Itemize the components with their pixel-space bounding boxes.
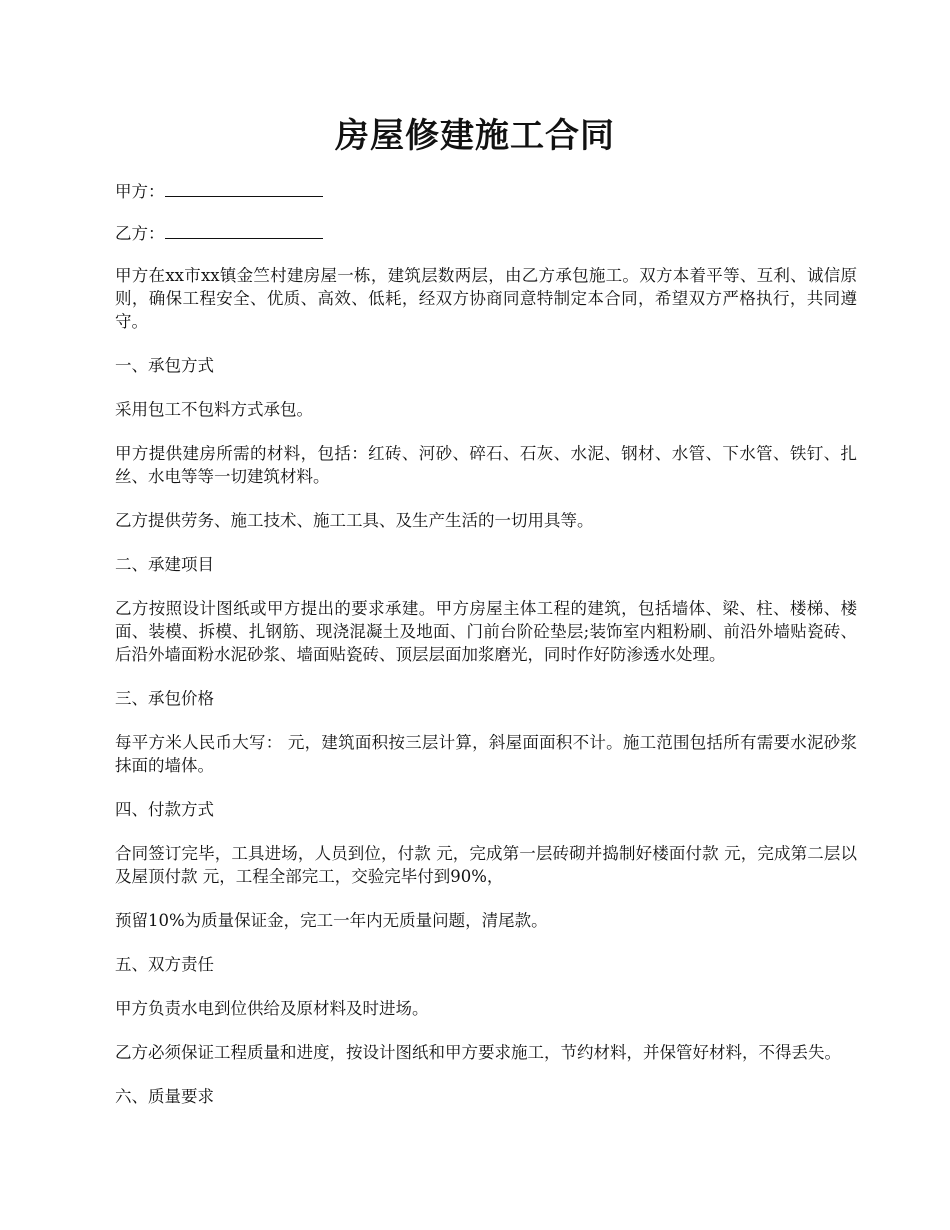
party-a-blank	[165, 180, 323, 197]
party-b-blank	[165, 222, 323, 239]
section-3-paragraph: 每平方米人民币大写： 元，建筑面积按三层计算，斜屋面面积不计。施工范围包括所有需要水泥砂浆抹面的墙体。	[115, 733, 857, 775]
section-heading-6: 六、质量要求	[115, 1087, 214, 1106]
document-body	[115, 180, 857, 1129]
section-4-paragraph: 预留10%为质量保证金，完工一年内无质量问题，清尾款。	[115, 911, 548, 930]
section-2-paragraph: 乙方按照设计图纸或甲方提出的要求承建。甲方房屋主体工程的建筑，包括墙体、梁、柱、楼梯、楼面、装模、拆模、扎钢筋、现浇混凝土及地面、门前台阶砼垫层;装饰室内粗粉刷、前沿外墙贴瓷砖、后沿外墙面粉水泥砂浆、墙面贴瓷砖、顶层层面加浆磨光，同时作好防渗透水处理。	[115, 599, 857, 664]
section-1-paragraph: 甲方提供建房所需的材料，包括：红砖、河砂、碎石、石灰、水泥、钢材、水管、下水管、铁钉、扎丝、水电等等一切建筑材料。	[115, 444, 857, 486]
section-1-paragraph: 采用包工不包料方式承包。	[115, 400, 313, 419]
section-heading-4: 四、付款方式	[115, 800, 214, 819]
section-heading-3: 三、承包价格	[115, 689, 214, 708]
section-4-paragraph: 合同签订完毕，工具进场，人员到位，付款 元，完成第一层砖砌并捣制好楼面付款 元，完成第二层以及屋顶付款 元，工程全部完工，交验完毕付到90%，	[115, 844, 857, 886]
party-a-label: 甲方：	[115, 182, 165, 201]
section-heading-5: 五、双方责任	[115, 955, 214, 974]
document-title: 房屋修建施工合同	[335, 116, 615, 156]
section-5-paragraph: 甲方负责水电到位供给及原材料及时进场。	[115, 999, 429, 1018]
section-1-paragraph: 乙方提供劳务、施工技术、施工工具、及生产生活的一切用具等。	[115, 511, 594, 530]
section-heading-2: 二、承建项目	[115, 555, 214, 574]
section-heading-1: 一、承包方式	[115, 356, 214, 375]
section-5-paragraph: 乙方必须保证工程质量和进度，按设计图纸和甲方要求施工，节约材料，并保管好材料，不得丢失。	[115, 1043, 841, 1062]
party-b-line	[115, 222, 857, 245]
party-b-label: 乙方：	[115, 224, 165, 243]
party-a-line	[115, 180, 857, 203]
intro-paragraph: 甲方在xx市xx镇金竺村建房屋一栋，建筑层数两层，由乙方承包施工。双方本着平等、互利、诚信原则，确保工程安全、优质、高效、低耗，经双方协商同意特制定本合同，希望双方严格执行，共同遵守。	[115, 266, 857, 331]
